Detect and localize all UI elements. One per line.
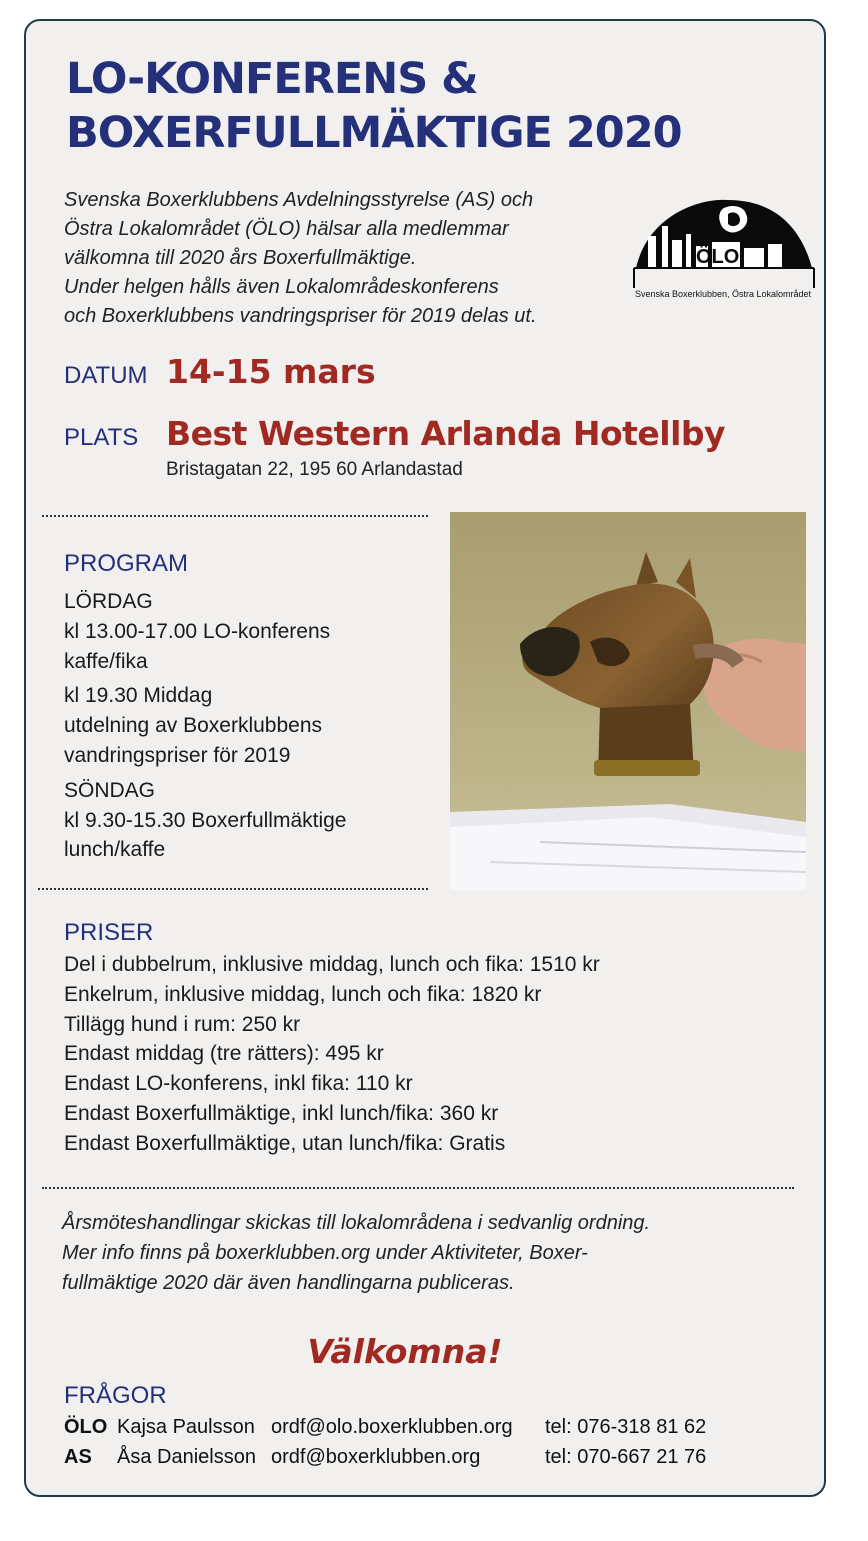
plats-label: PLATS (64, 424, 139, 451)
contact-org: ÖLO (64, 1416, 108, 1438)
intro-line: och Boxerklubbens vandringspriser för 2019 delas ut. (64, 305, 537, 327)
priser-list (64, 950, 784, 1159)
program-item: vandringspriser för 2019 (64, 743, 291, 767)
contact-table (0, 1412, 868, 1472)
page-title (66, 52, 682, 160)
program-item: kl 13.00-17.00 LO-konferens (64, 619, 331, 643)
contact-phone: tel: 070-667 21 76 (545, 1446, 707, 1468)
intro-text (64, 186, 664, 331)
info-line: Mer info finns på boxerklubben.org under Aktiviteter, Boxer- (62, 1242, 588, 1264)
contact-name: Åsa Danielsson (117, 1446, 256, 1468)
program-item: kl 19.30 Middag (64, 684, 213, 708)
program-item: lunch/kaffe (64, 838, 166, 862)
price-item: Endast Boxerfullmäktige, inkl lunch/fika: 360 kr (64, 1101, 499, 1125)
info-line: Årsmöteshandlingar skickas till lokalområdena i sedvanlig ordning. (62, 1212, 651, 1234)
logo-text: ÖLO (696, 246, 740, 268)
price-item: Tillägg hund i rum: 250 kr (64, 1012, 301, 1036)
info-line: fullmäktige 2020 där även handlingarna publiceras. (62, 1272, 515, 1294)
fragor-label: FRÅGOR (64, 1382, 167, 1409)
plats-value: Best Western Arlanda Hotellby (166, 414, 726, 453)
divider (38, 888, 428, 890)
info-text (62, 1208, 802, 1298)
olo-logo (628, 196, 818, 308)
divider (42, 1187, 794, 1189)
datum-label: DATUM (64, 362, 148, 389)
program-item: utdelning av Boxerklubbens (64, 714, 323, 738)
price-item: Del i dubbelrum, inklusive middag, lunch och fika: 1510 kr (64, 953, 600, 976)
contact-email[interactable]: ordf@olo.boxerklubben.org (271, 1416, 513, 1438)
intro-line: Svenska Boxerklubbens Avdelningsstyrelse (AS) och (64, 189, 534, 211)
contact-org: AS (64, 1446, 92, 1468)
program-label: PROGRAM (64, 550, 189, 577)
priser-label: PRISER (64, 919, 154, 946)
boxer-trophy-image (450, 512, 806, 890)
program-day: SÖNDAG (64, 778, 156, 802)
plats-address: Bristagatan 22, 195 60 Arlandastad (166, 459, 463, 480)
datum-value: 14-15 mars (166, 352, 376, 391)
intro-line: välkomna till 2020 års Boxerfullmäktige. (64, 247, 417, 269)
title-line-1: LO-KONFERENS & (66, 54, 478, 104)
title-line-2: BOXERFULLMÄKTIGE 2020 (66, 108, 682, 158)
contact-name: Kajsa Paulsson (117, 1416, 255, 1438)
intro-line: Östra Lokalområdet (ÖLO) hälsar alla medlemmar (64, 218, 509, 240)
program-item: kaffe/fika (64, 649, 148, 673)
trophy-photo (450, 512, 806, 890)
program-item: kl 9.30-15.30 Boxerfullmäktige (64, 808, 347, 832)
price-item: Endast LO-konferens, inkl fika: 110 kr (64, 1072, 413, 1096)
program-list (64, 587, 444, 865)
price-item: Endast Boxerfullmäktige, utan lunch/fika: Gratis (64, 1131, 506, 1155)
logo-caption: Svenska Boxerklubben, Östra Lokalområdet (634, 289, 812, 299)
price-item: Enkelrum, inklusive middag, lunch och fika: 1820 kr (64, 982, 542, 1006)
welcome-heading: Välkomna! (307, 1332, 503, 1371)
divider (42, 515, 428, 517)
program-day: LÖRDAG (64, 590, 153, 613)
intro-line: Under helgen hålls även Lokalområdeskonferens (64, 276, 499, 298)
contact-email[interactable]: ordf@boxerklubben.org (271, 1446, 481, 1468)
contact-phone: tel: 076-318 81 62 (545, 1416, 707, 1438)
price-item: Endast middag (tre rätters): 495 kr (64, 1042, 384, 1066)
